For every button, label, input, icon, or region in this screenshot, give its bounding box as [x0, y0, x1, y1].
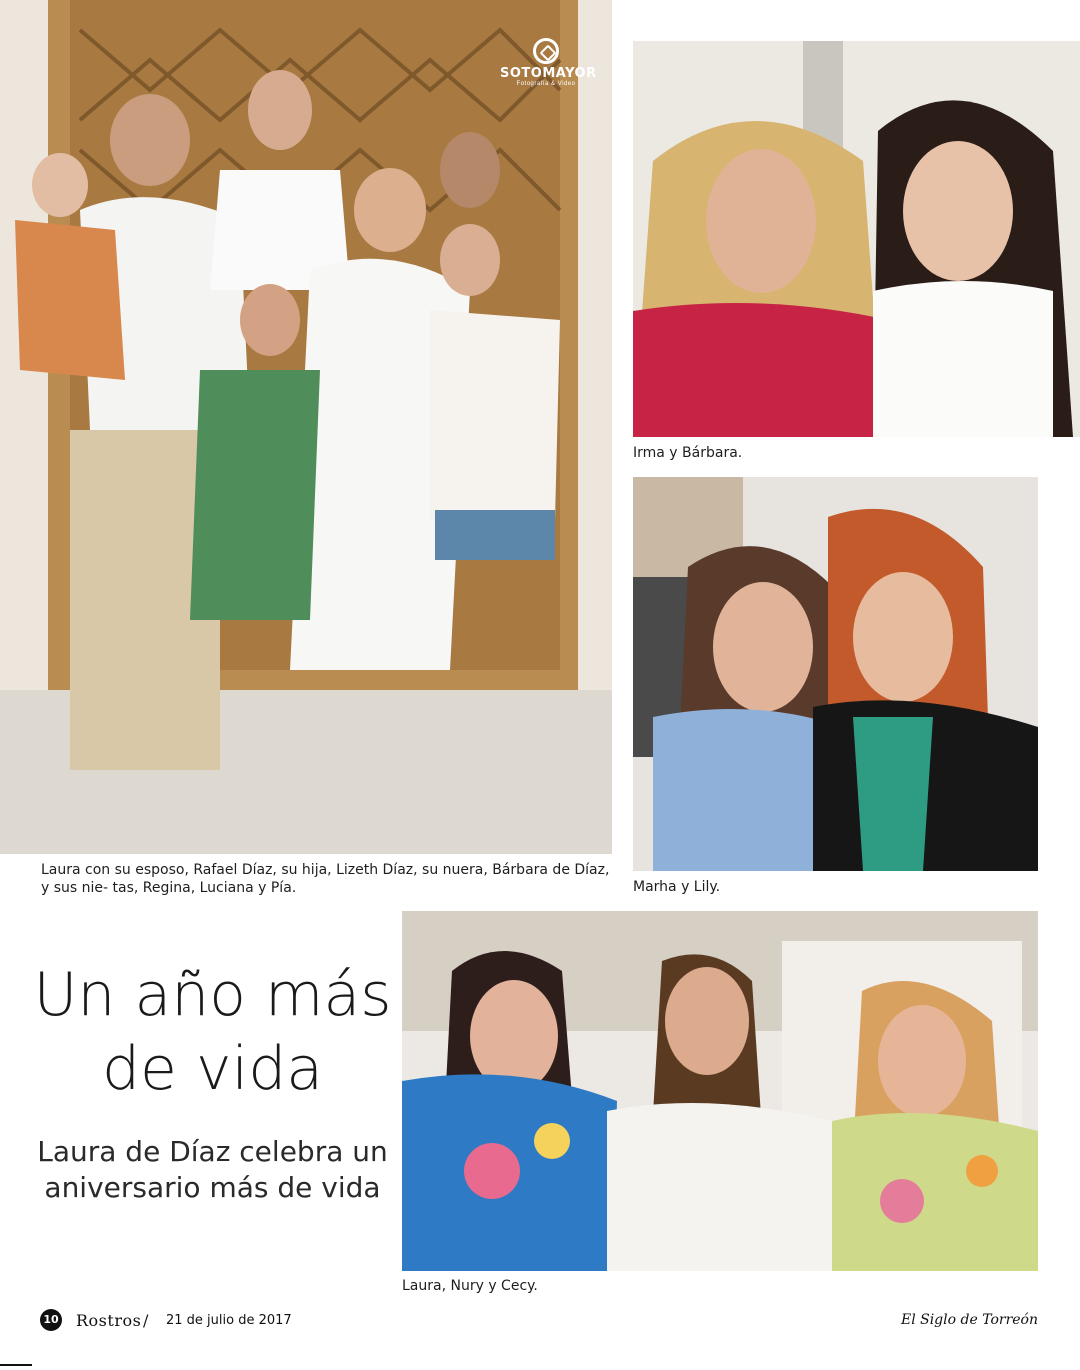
- article-subhead: Laura de Díaz celebra un aniversario más de vida: [37, 1135, 388, 1204]
- watermark-brand: SOTOMAYOR: [500, 66, 597, 81]
- footer-rule: [0, 1364, 32, 1366]
- marha-lily-photo: [633, 477, 1038, 871]
- camera-logo-icon: [533, 38, 559, 64]
- irma-barbara-caption: Irma y Bárbara.: [633, 445, 743, 461]
- family-photo-caption: Laura con su esposo, Rafael Díaz, su hija, Lizeth Díaz, su nuera, Bárbara de Díaz, y sus nie- tas, Regina, Luciana y Pía.: [41, 862, 610, 896]
- photographer-watermark: [500, 38, 597, 87]
- family-photo: [0, 0, 612, 854]
- watermark-tagline: Fotografía & Video: [516, 81, 576, 87]
- irma-barbara-photo: [633, 41, 1080, 437]
- marha-lily-caption: Marha y Lily.: [633, 879, 721, 895]
- article-headline: Un año más de vida: [33, 960, 392, 1104]
- issue-date: 21 de julio de 2017: [166, 1313, 292, 1328]
- laura-nury-cecy-caption: Laura, Nury y Cecy.: [402, 1278, 538, 1294]
- publisher-name: El Siglo de Torreón: [900, 1312, 1038, 1328]
- page-number: 10: [40, 1309, 62, 1331]
- laura-nury-cecy-photo: [402, 911, 1038, 1271]
- footer-separator: /: [143, 1311, 149, 1330]
- section-name: Rostros: [76, 1311, 142, 1330]
